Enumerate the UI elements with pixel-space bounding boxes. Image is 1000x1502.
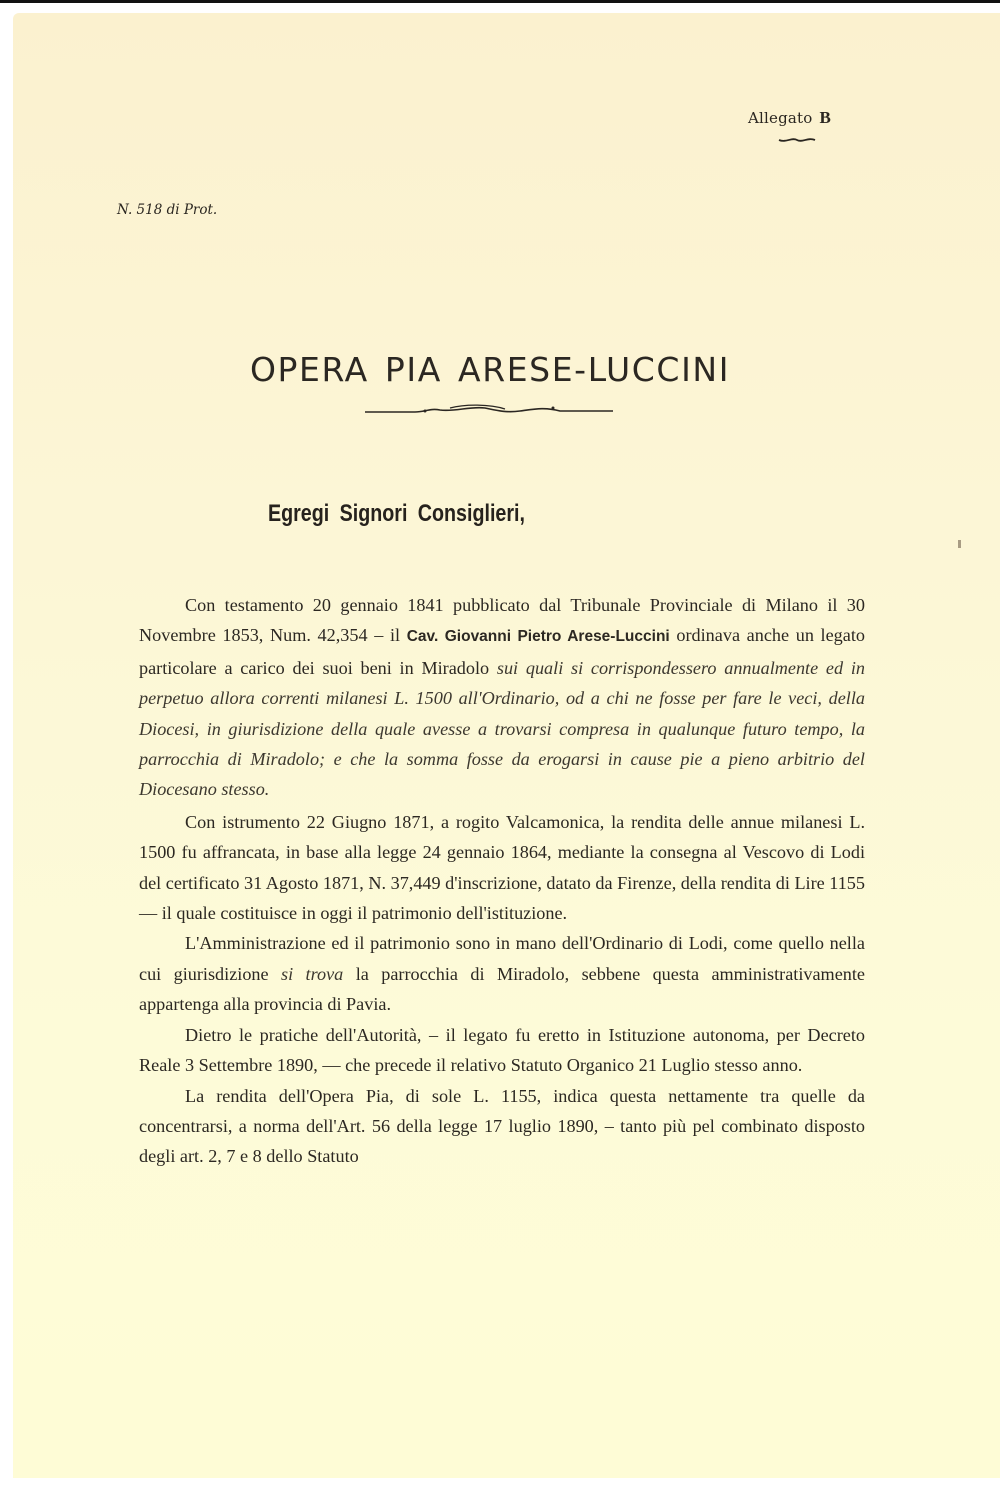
page-title [0, 350, 1000, 389]
page-title-text: OPERA PIA ARESE-LUCCINI [249, 350, 731, 389]
paragraph-2: Con istrumento 22 Giugno 1871, a rogito Valcamonica, la rendita delle annue milanesi L. 1500 fu affrancata, in base alla legge 24 gennaio 1864, mediante la consegna al Vescovo di Lodi del certificato 31 Agosto 1871, N. 37,449 d'inscrizione, datato da Firenze, della rendita di Lire 1155 — il quale costituisce in oggi il patrimonio dell'istituzione. [139, 811, 865, 924]
paragraph-1-italic-quote: sui quali si corrispondessero annualmente ed in perpetuo allora correnti milanesi L. 1500 all'Ordinario, od a chi ne fosse per fare le veci, della Diocesi, in giurisdizione della quale avesse a trovarsi compresa in qualunque futuro tempo, la parrocchia di Miradolo; e che la somma fosse da erogarsi in cause pie a pieno arbitrio del Diocesano stesso. [139, 657, 865, 800]
attachment-label-text: Allegato [748, 109, 813, 127]
ornament-swash-icon [778, 136, 816, 144]
paragraph-1 [139, 590, 865, 805]
letter-body [139, 590, 865, 1172]
scan-top-edge [0, 0, 1000, 3]
attachment-letter: B [819, 108, 832, 127]
paragraph-1-part-a: Con testamento 20 gennaio 1841 pubblicato dal Tribunale Provinciale di Milano il 30 Novembre 1853, Num. 42,354 – il [139, 595, 865, 646]
title-divider-ornament-icon [345, 402, 615, 418]
paragraph-1-part-c: ordinava anche un legato particolare a carico dei suoi beni in Miradolo [139, 625, 865, 678]
paragraph-1-bold-name: Cav. Giovanni Pietro Arese-Luccini [406, 628, 670, 646]
paragraph-3 [139, 928, 865, 1019]
protocol-number: N. 518 di Prot. [117, 202, 218, 218]
paragraph-3-part-c: la parrocchia di Miradolo, sebbene questa amministrativamente appartenga alla provincia di Pavia. [139, 963, 865, 1015]
paragraph-3-italic: si trova [281, 963, 344, 984]
attachment-label [748, 108, 831, 128]
paragraph-3-part-a: L'Amministrazione ed il patrimonio sono in mano dell'Ordinario di Lodi, come quello nella cui giurisdizione [139, 933, 865, 984]
paragraph-4: Dietro le pratiche dell'Autorità, – il legato fu eretto in Istituzione autonoma, per Decreto Reale 3 Settembre 1890, — che precede il relativo Statuto Organico 21 Luglio stesso anno. [139, 1024, 865, 1076]
paper-speck [958, 540, 961, 548]
paragraph-5: La rendita dell'Opera Pia, di sole L. 1155, indica questa nettamente tra quelle da concentrarsi, a norma dell'Art. 56 della legge 17 luglio 1890, – tanto più pel combinato disposto degli art. 2, 7 e 8 dello Statuto [139, 1085, 865, 1167]
salutation: Egregi Signori Consiglieri, [268, 500, 525, 527]
